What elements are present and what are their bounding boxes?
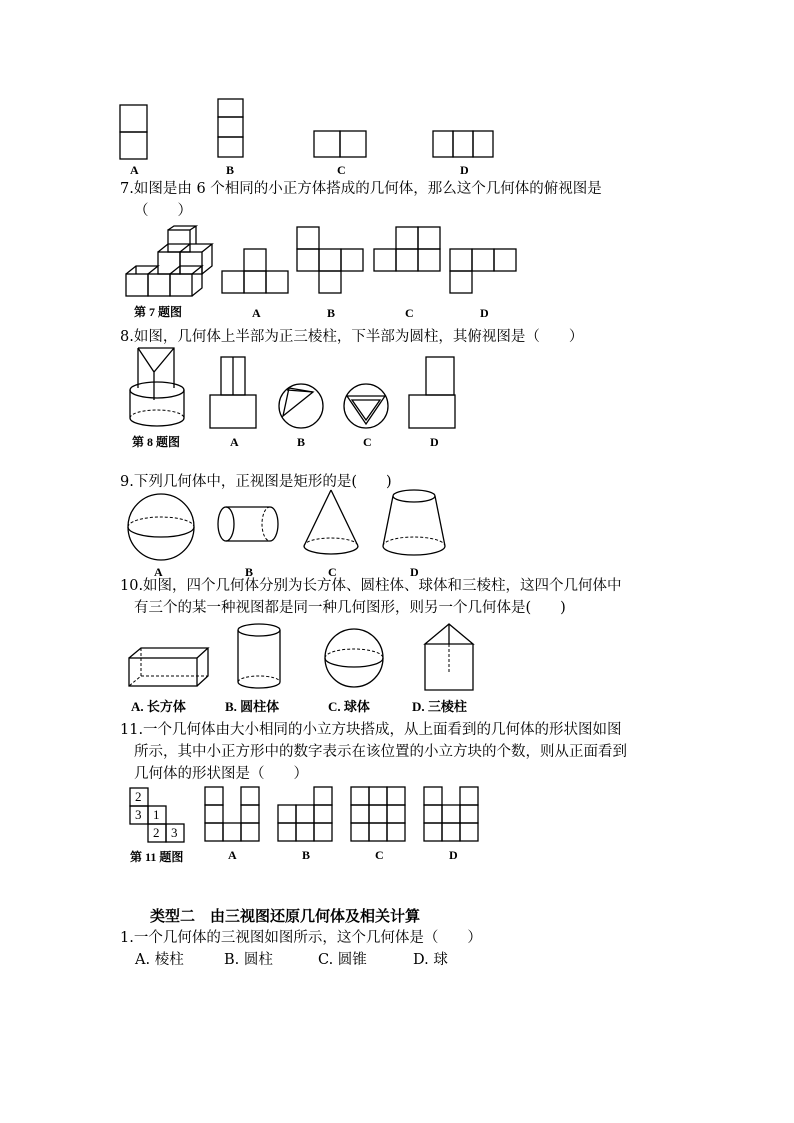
grid-number: 3 [171,825,178,840]
q10-cylinder [235,622,283,692]
q6-figure-b [217,98,245,160]
q9-frustum [381,488,447,560]
q9-stem-line1: 9.下列几何体中，正视图是矩形的是( ) [120,474,392,490]
q10-label-d: D. 三棱柱 [412,699,467,714]
q7-label-c: C [405,306,414,320]
q11-caption: 第 11 题图 [130,850,184,864]
q6-figure-d [432,130,494,160]
q8-option-a [209,356,259,430]
s2-q1-option-a: A. 棱柱 [135,952,184,968]
q10-triangular-prism [423,622,475,694]
q10-stem-line2: 有三个的某一种视图都是同一种几何图形，则另一个几何体是( ) [134,600,566,616]
s2-q1-option-c: C. 圆锥 [318,952,367,968]
q11-option-b [277,786,335,844]
q8-label-c: C [363,435,372,449]
q11-label-c: C [375,848,384,862]
q7-cube-figure [124,226,216,302]
q7-stem-line1: 7.如图是由 6 个相同的小正方体搭成的几何体，那么这个几何体的俯视图是 [120,181,602,197]
q6-figure-c [313,130,369,160]
q11-option-d [423,786,481,844]
q9-sphere [126,492,196,562]
q8-option-c [342,382,392,432]
q8-solid-figure [128,346,186,430]
q11-stem-line1: 11.一个几何体由大小相同的小立方块搭成，从上面看到的几何体的形状图如图 [120,722,622,738]
q9-label-c: C [328,565,337,579]
q7-caption: 第 7 题图 [134,305,183,319]
q11-option-c [350,786,408,844]
q10-label-a: A. 长方体 [131,699,186,714]
q9-cylinder-lying [216,505,282,545]
q11-stem-line3: 几何体的形状图是（ ） [134,766,308,782]
q8-label-a: A [230,435,239,449]
q8-label-b: B [297,435,306,449]
q9-label-a: A [154,565,163,579]
grid-number: 2 [135,789,142,804]
q8-option-d [408,356,458,430]
q7-label-d: D [480,306,489,320]
grid-number: 2 [153,825,160,840]
q7-stem-line2: （ ） [134,203,192,219]
q10-sphere [323,627,385,689]
q8-stem-line1: 8.如图，几何体上半部为正三棱柱，下半部为圆柱，其俯视图是（ ） [120,329,584,345]
grid-number: 1 [153,807,160,822]
q11-label-a: A [228,848,237,862]
q8-option-b [277,382,327,432]
section-title: 类型二 由三视图还原几何体及相关计算 [150,907,421,925]
grid-number: 3 [135,807,142,822]
q8-caption: 第 8 题图 [132,435,181,449]
q9-label-b: B [245,565,254,579]
q11-label-b: B [302,848,311,862]
q6-label-a: A [130,163,139,177]
q10-label-b: B. 圆柱体 [225,699,280,714]
q7-option-d [449,248,521,296]
q6-figure-a [119,104,149,160]
q9-cone [302,488,360,560]
q7-label-a: A [252,306,261,320]
q7-option-b [296,226,368,298]
q6-label-d: D [460,163,469,177]
s2-q1-option-b: B. 圆柱 [224,952,273,968]
q11-top-view-grid [129,787,185,843]
s2-q1-option-d: D. 球 [413,952,448,968]
q10-label-c: C. 球体 [328,699,370,714]
q7-label-b: B [327,306,336,320]
q7-option-a [221,248,293,296]
q6-label-c: C [337,163,346,177]
s2-q1-stem: 1.一个几何体的三视图如图所示，这个几何体是（ ） [120,930,482,946]
q9-label-d: D [410,565,419,579]
q11-stem-line2: 所示，其中小正方形中的数字表示在该位置的小立方块的个数，则从正面看到 [134,744,627,760]
q10-cuboid [128,646,210,690]
q11-label-d: D [449,848,458,862]
q7-option-c [373,226,445,274]
q8-label-d: D [430,435,439,449]
q10-stem-line1: 10.如图，四个几何体分别为长方体、圆柱体、球体和三棱柱，这四个几何体中 [120,578,622,594]
q11-option-a [204,786,262,844]
q6-label-b: B [226,163,235,177]
